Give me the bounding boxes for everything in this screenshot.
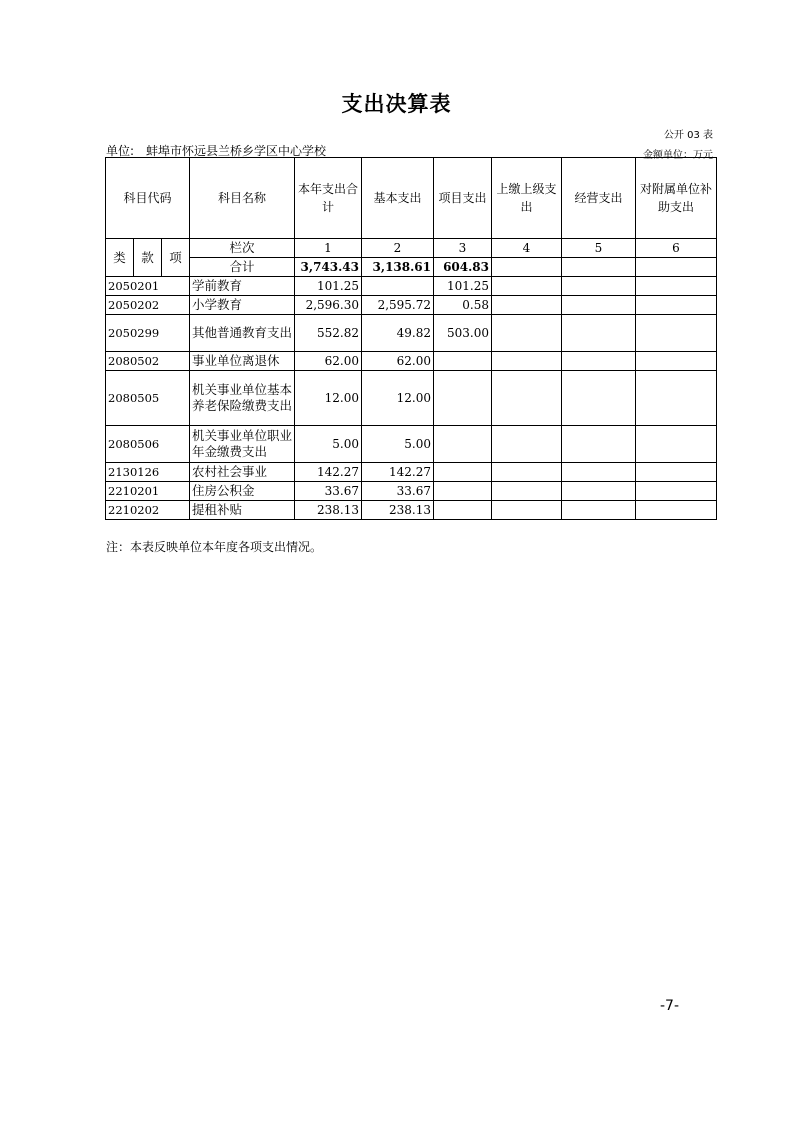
column-no-2: 2 <box>362 239 434 258</box>
row-code: 2050202 <box>106 296 190 315</box>
row-project <box>434 463 492 482</box>
row-remit <box>492 296 562 315</box>
row-basic: 49.82 <box>362 315 434 352</box>
table-row <box>106 501 717 520</box>
row-total: 2,596.30 <box>295 296 362 315</box>
row-remit <box>492 277 562 296</box>
row-business <box>562 463 636 482</box>
row-remit <box>492 482 562 501</box>
header-remit: 上缴上级支出 <box>492 158 562 239</box>
sum-label: 合计 <box>190 258 295 277</box>
page-title: 支出决算表 <box>341 92 452 116</box>
row-basic: 238.13 <box>362 501 434 520</box>
column-no-label: 栏次 <box>190 239 295 258</box>
row-business <box>562 352 636 371</box>
column-no-4: 4 <box>492 239 562 258</box>
row-subsidy <box>636 501 717 520</box>
row-business <box>562 371 636 426</box>
row-code: 2080506 <box>106 426 190 463</box>
row-name: 住房公积金 <box>190 482 295 501</box>
row-business <box>562 296 636 315</box>
column-no-5: 5 <box>562 239 636 258</box>
column-no-6: 6 <box>636 239 717 258</box>
row-project <box>434 482 492 501</box>
row-basic: 5.00 <box>362 426 434 463</box>
unit-name: 蚌埠市怀远县兰桥乡学区中心学校 <box>146 144 327 158</box>
row-project: 503.00 <box>434 315 492 352</box>
table-note: 注：本表反映单位本年度各项支出情况。 <box>106 540 323 554</box>
row-business <box>562 501 636 520</box>
row-project <box>434 371 492 426</box>
row-code: 2050201 <box>106 277 190 296</box>
header-kuan: 款 <box>134 239 162 277</box>
row-business <box>562 426 636 463</box>
header-name: 科目名称 <box>190 158 295 239</box>
row-basic: 142.27 <box>362 463 434 482</box>
row-code: 2080505 <box>106 371 190 426</box>
row-remit <box>492 371 562 426</box>
row-total: 238.13 <box>295 501 362 520</box>
row-basic: 12.00 <box>362 371 434 426</box>
table-row <box>106 426 717 463</box>
page-number: -7- <box>660 998 680 1014</box>
row-subsidy <box>636 296 717 315</box>
table-row <box>106 277 717 296</box>
row-remit <box>492 352 562 371</box>
unit-label: 单位: <box>106 144 135 158</box>
row-business <box>562 482 636 501</box>
table-row <box>106 482 717 501</box>
row-remit <box>492 426 562 463</box>
row-remit <box>492 501 562 520</box>
sum-project: 604.83 <box>434 258 492 277</box>
row-code: 2210202 <box>106 501 190 520</box>
row-total: 552.82 <box>295 315 362 352</box>
row-total: 12.00 <box>295 371 362 426</box>
row-subsidy <box>636 426 717 463</box>
row-total: 101.25 <box>295 277 362 296</box>
row-project: 101.25 <box>434 277 492 296</box>
row-business <box>562 315 636 352</box>
amount-unit: 金额单位：万元 <box>643 150 713 161</box>
header-row <box>106 158 717 239</box>
header-total: 本年支出合计 <box>295 158 362 239</box>
header-lei: 类 <box>106 239 134 277</box>
row-subsidy <box>636 277 717 296</box>
row-subsidy <box>636 315 717 352</box>
row-basic <box>362 277 434 296</box>
sum-total: 3,743.43 <box>295 258 362 277</box>
row-name: 学前教育 <box>190 277 295 296</box>
row-name: 机关事业单位职业年金缴费支出 <box>190 426 295 463</box>
row-total: 33.67 <box>295 482 362 501</box>
row-basic: 62.00 <box>362 352 434 371</box>
form-number: 公开 03 表 <box>663 130 713 141</box>
table-row <box>106 352 717 371</box>
row-code: 2080502 <box>106 352 190 371</box>
sum-business <box>562 258 636 277</box>
table-row <box>106 315 717 352</box>
row-project <box>434 352 492 371</box>
row-basic: 2,595.72 <box>362 296 434 315</box>
sum-row <box>106 258 717 277</box>
header-subsidy: 对附属单位补助支出 <box>636 158 717 239</box>
row-remit <box>492 463 562 482</box>
row-project <box>434 501 492 520</box>
row-basic: 33.67 <box>362 482 434 501</box>
row-project: 0.58 <box>434 296 492 315</box>
column-no-3: 3 <box>434 239 492 258</box>
row-subsidy <box>636 482 717 501</box>
row-subsidy <box>636 371 717 426</box>
row-name: 农村社会事业 <box>190 463 295 482</box>
column-number-row <box>106 239 717 258</box>
row-remit <box>492 315 562 352</box>
column-no-1: 1 <box>295 239 362 258</box>
sum-basic: 3,138.61 <box>362 258 434 277</box>
row-total: 5.00 <box>295 426 362 463</box>
row-name: 提租补贴 <box>190 501 295 520</box>
row-subsidy <box>636 352 717 371</box>
sum-remit <box>492 258 562 277</box>
header-business: 经营支出 <box>562 158 636 239</box>
row-code: 2130126 <box>106 463 190 482</box>
expenditure-table <box>105 157 717 520</box>
row-code: 2210201 <box>106 482 190 501</box>
row-name: 机关事业单位基本养老保险缴费支出 <box>190 371 295 426</box>
header-xiang: 项 <box>162 239 190 277</box>
row-total: 142.27 <box>295 463 362 482</box>
header-project: 项目支出 <box>434 158 492 239</box>
row-name: 小学教育 <box>190 296 295 315</box>
table-row <box>106 371 717 426</box>
row-total: 62.00 <box>295 352 362 371</box>
row-project <box>434 426 492 463</box>
sum-subsidy <box>636 258 717 277</box>
row-name: 其他普通教育支出 <box>190 315 295 352</box>
header-code: 科目代码 <box>106 158 190 239</box>
row-name: 事业单位离退休 <box>190 352 295 371</box>
row-code: 2050299 <box>106 315 190 352</box>
table-row <box>106 296 717 315</box>
row-business <box>562 277 636 296</box>
table-row <box>106 463 717 482</box>
row-subsidy <box>636 463 717 482</box>
header-basic: 基本支出 <box>362 158 434 239</box>
